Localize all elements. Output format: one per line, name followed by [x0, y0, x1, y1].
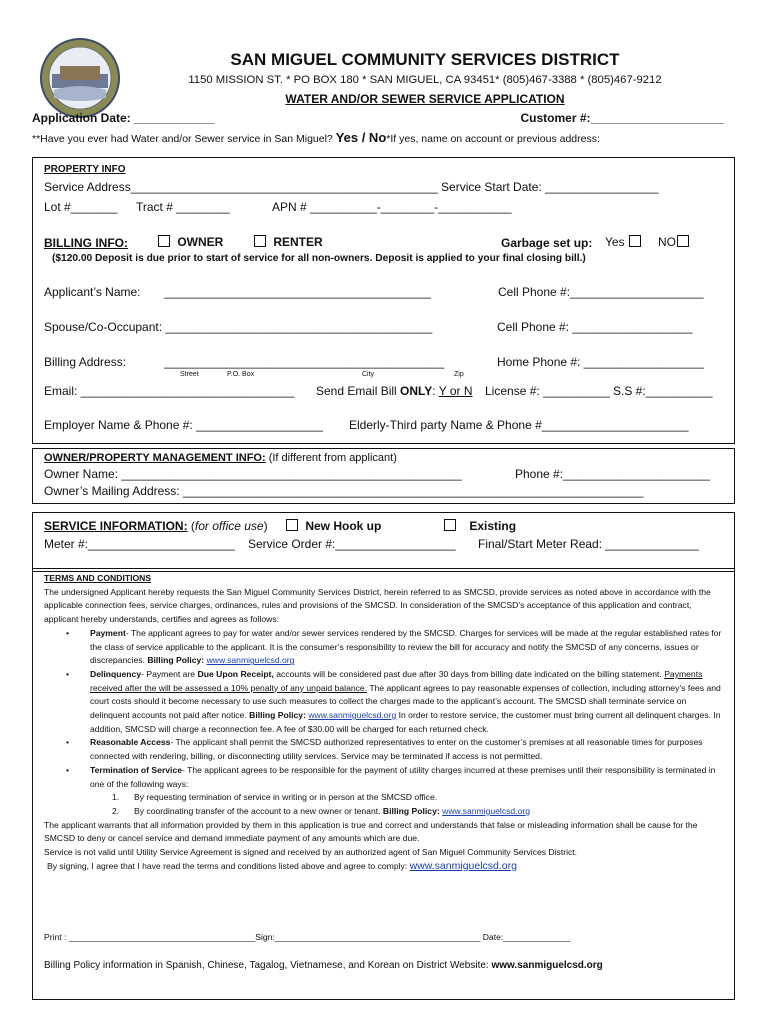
penalty-text: Payments received after the will be assessed a 10% penalty of any unpaid balance.: [90, 668, 703, 693]
access-text: - The applicant shall permit the SMCSD authorized representatives to enter on the customer’s premises at all reasonable times for purposes connected with rendering, billing, or disconnecting utility services. Service may be terminated if access is not permitted.: [90, 737, 703, 762]
service-order-field[interactable]: Service Order #:__________________: [248, 537, 456, 551]
policy-website[interactable]: www.sanmiguelcsd.org: [491, 960, 603, 971]
cell-phone-field[interactable]: Cell Phone #:____________________: [498, 285, 704, 299]
print-sign-date-field[interactable]: Print : _______________________________________Sign:___________________________________________ Date:______________: [44, 932, 571, 942]
owner-checkbox[interactable]: [158, 235, 170, 247]
billing-policy-label: Billing Policy: [249, 710, 304, 721]
garbage-label: Garbage set up:: [501, 236, 593, 250]
renter-checkbox[interactable]: [254, 235, 266, 247]
billing-policy-note: [44, 960, 603, 971]
owner-phone-field[interactable]: Phone #:______________________: [515, 467, 710, 481]
billing-info-heading: BILLING INFO:: [44, 236, 128, 250]
service-address-field[interactable]: Service Address______________________________________________ Service Start Date: _________________: [44, 180, 659, 194]
owner-mgmt-heading-row: [44, 452, 397, 464]
existing-checkbox[interactable]: [444, 519, 456, 531]
delinquency-clause: • Delinquency- Payment are Due Upon Receipt, accounts will be considered past due after 30 days from billing date indicated on the billing statement. Payments received after the will be assessed a 10% penalty of any unpaid balance. The applicant agrees to pay reasonable expenses of collection, including attorney’s fees and court costs should it become necessary to use such measures to collect the charges made to the applicant’s account. The SMCSD shall terminate service on delinquent accounts not paid after notice. Billing Policy: www.sanmiguelcsd.org In order to restore service, the customer must bring current all delinquent charges. In addition, SMCSD will charge a reconnection fee. A fee of $30.00 will be charged for each returned check.: [44, 668, 726, 737]
billing-address-field[interactable]: __________________________________________: [164, 355, 445, 369]
license-field[interactable]: License #: __________: [485, 384, 610, 398]
y-or-n-choice[interactable]: Y or N: [438, 384, 473, 398]
payment-text: - The applicant agrees to pay for water and/or sewer services rendered by the SMCSD. Charges for services will be made at the regular established rates for the class of service applicable to the applicant. It is the consumer’s responsibility to review the bill for accuracy and notify the SMCSD of any concerns, issues or discrepancies.: [90, 627, 722, 666]
garbage-no-checkbox[interactable]: [677, 235, 689, 247]
tract-number-field[interactable]: Tract # ________: [136, 200, 230, 214]
owner-label: OWNER: [177, 235, 224, 249]
elderly-third-party-field[interactable]: Elderly-Third party Name & Phone #______________________: [349, 418, 689, 432]
new-hookup-label: New Hook up: [305, 519, 382, 533]
final-start-meter-field[interactable]: Final/Start Meter Read: ______________: [478, 537, 699, 551]
payment-label: Payment: [90, 627, 126, 638]
existing-label: Existing: [469, 519, 517, 533]
city-caption: City: [362, 371, 375, 378]
yes-no-choice[interactable]: Yes / No: [335, 130, 387, 145]
meter-number-field[interactable]: Meter #:______________________: [44, 537, 235, 551]
item-number: 2.: [112, 805, 120, 816]
by-signing-text: By signing, I agree that I have read the terms and conditions listed above and agree to comply:: [47, 860, 408, 871]
delinquency-text-a: - Payment are: [141, 668, 196, 679]
terms-and-conditions: [44, 572, 726, 873]
delinquency-text-d: In order to restore service, the customer must bring current all delinquent charges. In addition, SMCSD will charge a reconnection fee. A fee of $30.00 will be charged for each returned check.: [90, 710, 721, 734]
website-link[interactable]: www.sanmiguelcsd.org: [206, 655, 295, 666]
owner-name-field[interactable]: Owner Name: ___________________________________________________: [44, 467, 462, 481]
website-link[interactable]: www.sanmiguelcsd.org: [442, 805, 531, 816]
owner-mgmt-note: (If different from applicant): [268, 452, 397, 464]
item-number: 1.: [112, 792, 120, 803]
termination-item-1: [44, 791, 726, 805]
garbage-no-label: NO: [658, 235, 676, 249]
website-link[interactable]: www.sanmiguelcsd.org: [308, 710, 397, 721]
termination-clause: [44, 764, 726, 791]
district-address: 1150 MISSION ST. * PO BOX 180 * SAN MIGUEL, CA 93451* (805)467-3388 * (805)467-9212: [188, 74, 662, 86]
deposit-note: ($120.00 Deposit is due prior to start of service for all non-owners. Deposit is applied to your final closing bill.): [52, 253, 586, 264]
office-use-label: for office use: [194, 519, 264, 533]
zip-caption: Zip: [454, 371, 464, 378]
spouse-cell-phone-field[interactable]: Cell Phone #: __________________: [497, 320, 693, 334]
not-valid-text: Service is not valid until Utility Service Agreement is signed and received by an authorized agent of San Miguel Community Services District.: [44, 847, 578, 858]
email-field[interactable]: Email: ________________________________: [44, 384, 295, 398]
website-link[interactable]: www.sanmiguelcsd.org: [409, 859, 517, 872]
apn-field[interactable]: APN # __________-________-___________: [272, 200, 512, 214]
owner-mgmt-heading: OWNER/PROPERTY MANAGEMENT INFO:: [44, 452, 266, 464]
employer-field[interactable]: Employer Name & Phone #: ___________________: [44, 418, 323, 432]
warrant-text: The applicant warrants that all information provided by them in this application is true and correct and understands that false or misleading information shall be cause for the SMCSD to deny or cancel service and demand immediate payment of any amounts which are due.: [44, 819, 698, 844]
district-name: SAN MIGUEL COMMUNITY SERVICES DISTRICT: [230, 50, 620, 69]
access-clause: [44, 736, 726, 763]
item-text: By coordinating transfer of the account to a new owner or tenant.: [134, 805, 381, 816]
lot-number-field[interactable]: Lot #_______: [44, 200, 118, 214]
delinquency-label: Delinquency: [90, 668, 142, 679]
service-info-heading: SERVICE INFORMATION:: [44, 519, 188, 533]
termination-label: Termination of Service: [90, 764, 183, 775]
applicant-name-label: Applicant’s Name:: [44, 285, 141, 299]
street-caption: Street: [180, 371, 199, 378]
item-text: By requesting termination of service in writing or in person at the SMCSD office.: [134, 792, 438, 803]
policy-note-text: Billing Policy information in Spanish, Chinese, Tagalog, Vietnamese, and Korean on District Website:: [44, 960, 489, 971]
new-hookup-checkbox[interactable]: [286, 519, 298, 531]
ss-field[interactable]: S.S #:__________: [613, 384, 713, 398]
delinquency-text-c: The applicant agrees to pay reasonable expenses of collection, including attorney’s fees and court costs should it become necessary to use such measures to collect the charges made to the applicant’s account. The SMCSD shall terminate service on delinquent accounts not paid after notice.: [90, 682, 721, 721]
existing-option[interactable]: [440, 519, 516, 533]
billing-policy-label: Billing Policy: [147, 655, 202, 666]
billing-policy-label: Billing Policy: [382, 805, 437, 816]
payment-clause: • Payment- The applicant agrees to pay for water and/or sewer services rendered by the SMCSD. Charges for services will be made at the regular established rates for the class of service applicable to the applicant. It is the consumer’s responsibility to review the bill for accuracy and notify the SMCSD of any concerns, issues or discrepancies. Billing Policy: www.sanmiguelcsd.org: [44, 627, 726, 668]
terms-heading: TERMS AND CONDITIONS: [44, 573, 152, 583]
owner-option[interactable]: [154, 235, 223, 249]
garbage-no-option[interactable]: [658, 235, 693, 249]
billing-address-label: Billing Address:: [44, 355, 127, 369]
prior-service-question: [32, 130, 600, 145]
renter-option[interactable]: [250, 235, 323, 249]
question-tail: *If yes, name on account or previous address:: [386, 133, 600, 145]
home-phone-field[interactable]: Home Phone #: __________________: [497, 355, 704, 369]
form-title: WATER AND/OR SEWER SERVICE APPLICATION: [285, 92, 565, 106]
garbage-yes-label: Yes: [605, 235, 625, 249]
garbage-yes-checkbox[interactable]: [629, 235, 641, 247]
renter-label: RENTER: [273, 235, 323, 249]
applicant-name-field[interactable]: ________________________________________: [164, 285, 431, 299]
new-hookup-option[interactable]: [282, 519, 381, 533]
termination-text: - The applicant agrees to be responsible for the payment of utility charges incurred at these premises until their responsibility is terminated in one of the following ways:: [90, 764, 716, 789]
property-info-heading: PROPERTY INFO: [44, 164, 126, 175]
application-date-field[interactable]: Application Date: ____________: [32, 111, 215, 125]
po-box-caption: P.O. Box: [227, 371, 255, 378]
customer-number-field[interactable]: Customer #:____________________: [520, 111, 724, 125]
send-email-label: Send Email Bill: [316, 384, 397, 398]
terms-intro: The undersigned Applicant hereby requests the San Miguel Community Services District, herein referred to as SMCSD, provide services as noted above in accordance with the applicable connection fees, service charges, ordinances, rules and provisions of the SMCSD. In consideration of the SMCSD’s acceptance of this application and contract, applicant hereby understands, certifies and agrees as follows:: [44, 586, 711, 625]
owner-mailing-address-field[interactable]: Owner’s Mailing Address: _____________________________________________________________________: [44, 484, 644, 498]
only-label: ONLY: [400, 384, 433, 398]
spouse-field[interactable]: Spouse/Co-Occupant: ________________________________________: [44, 320, 433, 334]
email-bill-option[interactable]: Send Email Bill ONLY: Y or N: [316, 384, 473, 398]
garbage-yes-option[interactable]: [605, 235, 645, 249]
access-label: Reasonable Access: [90, 737, 171, 748]
by-signing-row: [44, 860, 726, 874]
termination-item-2: 2. By coordinating transfer of the account to a new owner or tenant. Billing Policy: www.sanmiguelcsd.org: [44, 805, 726, 819]
service-info-heading-row: SERVICE INFORMATION: (for office use): [44, 519, 268, 533]
due-upon-receipt: Due Upon Receipt,: [197, 668, 274, 679]
delinquency-text-b: accounts will be considered past due after 30 days from billing date indicated on the billing statement.: [276, 668, 662, 679]
question-text: **Have you ever had Water and/or Sewer service in San Miguel?: [32, 133, 333, 145]
